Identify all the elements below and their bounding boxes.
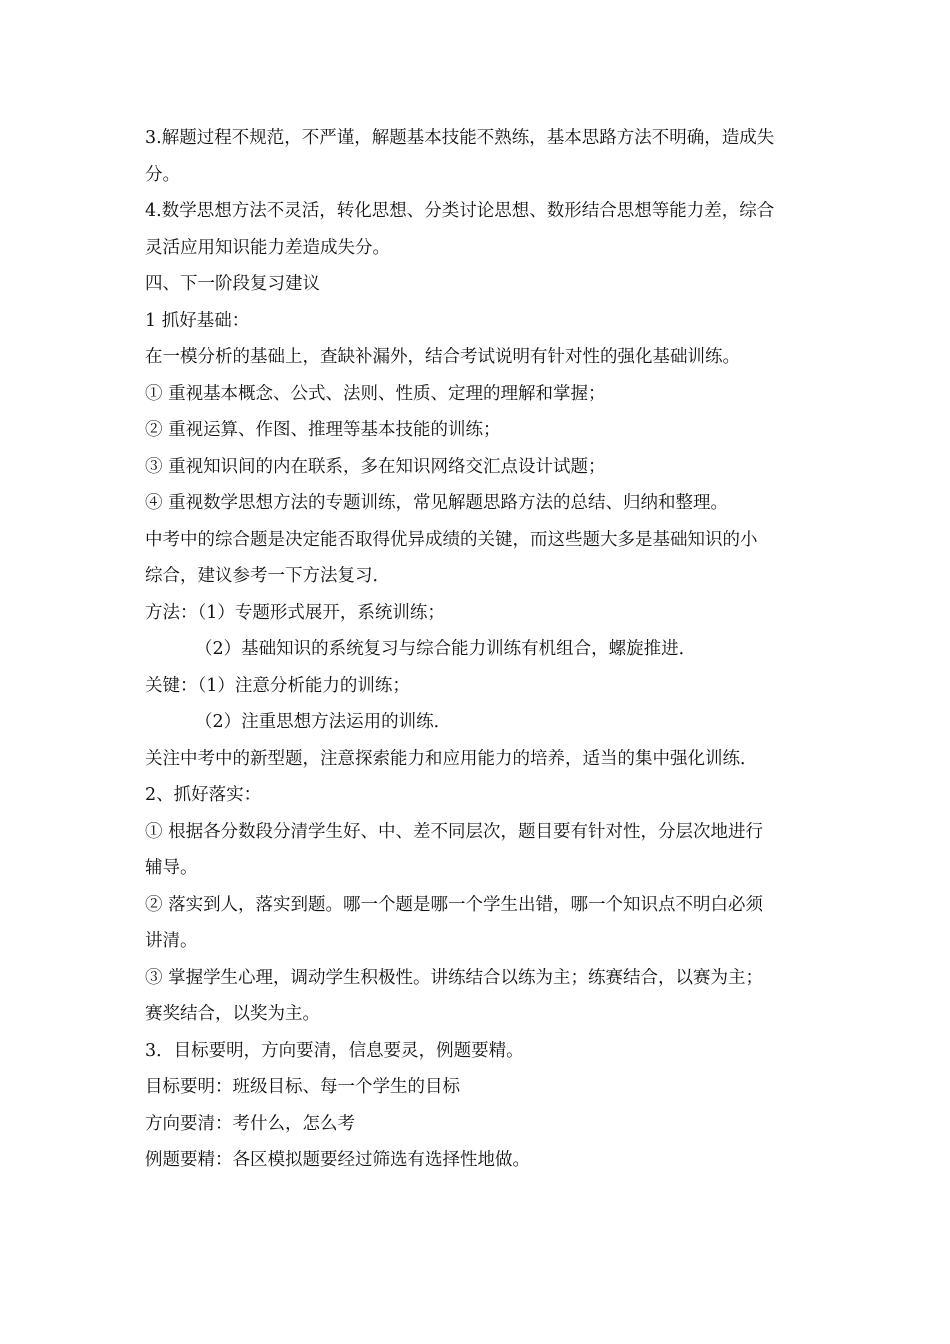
text-line: 分。 xyxy=(145,164,180,185)
list-item: ① 根据各分数段分清学生好、中、差不同层次，题目要有针对性，分层次地进行 xyxy=(145,821,764,842)
list-item: ① 重视基本概念、公式、法则、性质、定理的理解和掌握； xyxy=(145,383,606,404)
text-line: 关注中考中的新型题，注意探索能力和应用能力的培养，适当的集中强化训练． xyxy=(145,748,758,769)
list-item: ③ 重视知识间的内在联系，多在知识网络交汇点设计试题； xyxy=(145,456,606,477)
list-item: ④ 重视数学思想方法的专题训练，常见解题思路方法的总结、归纳和整理。 xyxy=(145,493,729,513)
list-item: ② 重视运算、作图、推理等基本技能的训练； xyxy=(145,420,501,440)
text-line: 4.数学思想方法不灵活，转化思想、分类讨论思想、数形结合思想等能力差，综合 xyxy=(145,201,775,221)
text-line: 方向要清：考什么，怎么考 xyxy=(145,1113,355,1134)
text-line: 辅导。 xyxy=(145,858,198,878)
list-item: ② 落实到人，落实到题。哪一个题是哪一个学生出错，哪一个知识点不明白必须 xyxy=(145,894,764,915)
text-line: 3.解题过程不规范，不严谨，解题基本技能不熟练，基本思路方法不明确，造成失 xyxy=(145,128,775,148)
list-item: ③ 掌握学生心理，调动学生积极性。讲练结合以练为主；练赛结合，以赛为主； xyxy=(145,967,764,988)
text-line: 目标要明：班级目标、每一个学生的目标 xyxy=(145,1077,460,1097)
text-line: 灵活应用知识能力差造成失分。 xyxy=(145,237,390,258)
method-line-indented: （2）基础知识的系统复习与综合能力训练有机组合，螺旋推进． xyxy=(195,639,697,659)
text-line: 赛奖结合，以奖为主。 xyxy=(145,1004,320,1024)
text-line: 例题要精：各区模拟题要经过筛选有选择性地做。 xyxy=(145,1150,530,1170)
method-line: 方法：（1）专题形式展开，系统训练； xyxy=(145,602,445,623)
key-line: 关键：（1）注意分析能力的训练； xyxy=(145,675,410,696)
text-line: 中考中的综合题是决定能否取得优异成绩的关键，而这些题大多是基础知识的小 xyxy=(145,529,758,550)
key-line-indented: （2）注重思想方法运用的训练． xyxy=(195,712,452,732)
section-heading: 四、下一阶段复习建议 xyxy=(145,274,320,294)
subsection-heading: 1 抓好基础： xyxy=(145,310,250,331)
subsection-heading: 2、抓好落实： xyxy=(145,785,262,805)
document-page xyxy=(145,120,810,1179)
text-line: 综合，建议参考一下方法复习． xyxy=(145,566,390,586)
text-line: 在一模分析的基础上，查缺补漏外，结合考试说明有针对性的强化基础训练。 xyxy=(145,347,740,367)
subsection-heading: 3．目标要明，方向要清，信息要灵，例题要精。 xyxy=(145,1040,524,1061)
text-line: 讲清。 xyxy=(145,931,198,951)
